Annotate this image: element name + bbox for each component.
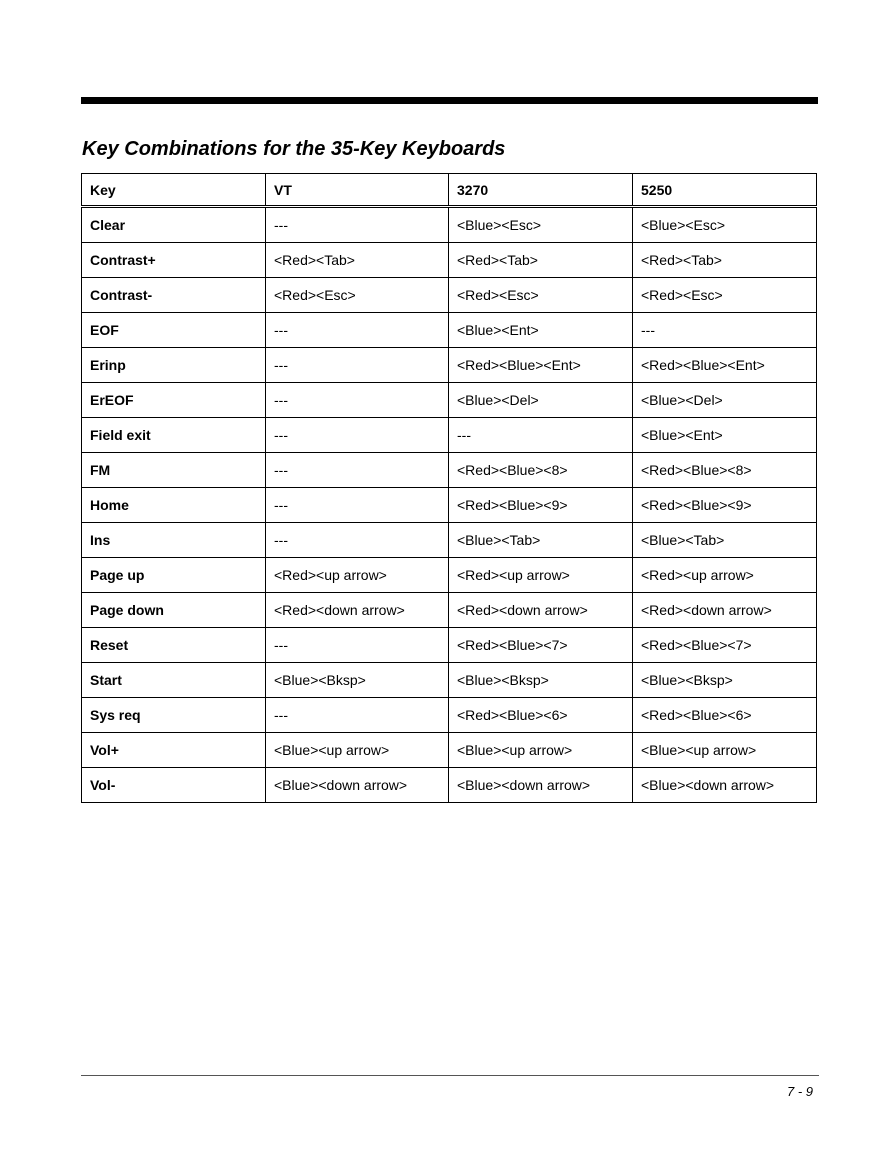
cell-5250: <Red><Tab> — [633, 243, 817, 278]
cell-vt: <Blue><Bksp> — [266, 663, 449, 698]
cell-5250: <Blue><Ent> — [633, 418, 817, 453]
cell-vt: <Blue><down arrow> — [266, 768, 449, 803]
cell-key: Vol+ — [82, 733, 266, 768]
cell-5250: <Red><Blue><9> — [633, 488, 817, 523]
header-vt: VT — [266, 174, 449, 207]
cell-vt: --- — [266, 523, 449, 558]
cell-5250: <Blue><down arrow> — [633, 768, 817, 803]
cell-5250: <Blue><Del> — [633, 383, 817, 418]
cell-vt: --- — [266, 313, 449, 348]
header-3270: 3270 — [449, 174, 633, 207]
cell-5250: <Blue><up arrow> — [633, 733, 817, 768]
cell-5250: <Blue><Esc> — [633, 207, 817, 243]
cell-key: Home — [82, 488, 266, 523]
cell-3270: <Red><down arrow> — [449, 593, 633, 628]
cell-5250: <Red><Blue><Ent> — [633, 348, 817, 383]
table-row — [82, 698, 817, 733]
table-row — [82, 593, 817, 628]
cell-key: Field exit — [82, 418, 266, 453]
cell-3270: <Blue><up arrow> — [449, 733, 633, 768]
section-title: Key Combinations for the 35-Key Keyboards — [82, 138, 506, 160]
table-body — [82, 207, 817, 803]
cell-key: Page up — [82, 558, 266, 593]
table-row — [82, 768, 817, 803]
table-row — [82, 628, 817, 663]
table-row — [82, 733, 817, 768]
cell-5250: <Red><Esc> — [633, 278, 817, 313]
cell-3270: <Red><Blue><6> — [449, 698, 633, 733]
cell-key: Sys req — [82, 698, 266, 733]
table-header — [82, 174, 817, 207]
table-row — [82, 313, 817, 348]
cell-3270: <Red><Blue><9> — [449, 488, 633, 523]
header-5250: 5250 — [633, 174, 817, 207]
header-row — [82, 174, 817, 207]
cell-3270: <Blue><Esc> — [449, 207, 633, 243]
cell-key: Reset — [82, 628, 266, 663]
cell-vt: --- — [266, 348, 449, 383]
footer-rule — [81, 1075, 819, 1076]
cell-3270: <Blue><down arrow> — [449, 768, 633, 803]
cell-3270: <Red><Blue><Ent> — [449, 348, 633, 383]
cell-3270: <Red><Blue><8> — [449, 453, 633, 488]
cell-key: Start — [82, 663, 266, 698]
cell-vt: <Red><Esc> — [266, 278, 449, 313]
cell-3270: --- — [449, 418, 633, 453]
cell-key: Erinp — [82, 348, 266, 383]
table-row — [82, 663, 817, 698]
cell-5250: <Red><up arrow> — [633, 558, 817, 593]
cell-5250: <Red><Blue><6> — [633, 698, 817, 733]
cell-5250: --- — [633, 313, 817, 348]
table-row — [82, 383, 817, 418]
cell-3270: <Blue><Del> — [449, 383, 633, 418]
cell-vt: <Blue><up arrow> — [266, 733, 449, 768]
top-rule — [81, 97, 818, 104]
cell-key: Page down — [82, 593, 266, 628]
table-row — [82, 488, 817, 523]
cell-key: FM — [82, 453, 266, 488]
cell-3270: <Blue><Bksp> — [449, 663, 633, 698]
table-row — [82, 207, 817, 243]
table-row — [82, 348, 817, 383]
cell-5250: <Red><Blue><8> — [633, 453, 817, 488]
cell-vt: --- — [266, 488, 449, 523]
table-row — [82, 453, 817, 488]
cell-key: Clear — [82, 207, 266, 243]
cell-vt: --- — [266, 698, 449, 733]
cell-5250: <Blue><Bksp> — [633, 663, 817, 698]
cell-3270: <Blue><Tab> — [449, 523, 633, 558]
page-number: 7 - 9 — [786, 1084, 813, 1099]
cell-key: ErEOF — [82, 383, 266, 418]
cell-5250: <Red><Blue><7> — [633, 628, 817, 663]
cell-vt: --- — [266, 628, 449, 663]
cell-key: Vol- — [82, 768, 266, 803]
cell-vt: --- — [266, 418, 449, 453]
table-row — [82, 418, 817, 453]
table-row — [82, 558, 817, 593]
cell-key: Ins — [82, 523, 266, 558]
cell-key: EOF — [82, 313, 266, 348]
cell-5250: <Blue><Tab> — [633, 523, 817, 558]
cell-key: Contrast- — [82, 278, 266, 313]
cell-3270: <Red><Tab> — [449, 243, 633, 278]
table-row — [82, 278, 817, 313]
cell-3270: <Red><up arrow> — [449, 558, 633, 593]
cell-vt: --- — [266, 383, 449, 418]
cell-3270: <Red><Blue><7> — [449, 628, 633, 663]
cell-vt: <Red><Tab> — [266, 243, 449, 278]
cell-vt: --- — [266, 207, 449, 243]
cell-5250: <Red><down arrow> — [633, 593, 817, 628]
cell-3270: <Blue><Ent> — [449, 313, 633, 348]
header-key: Key — [82, 174, 266, 207]
cell-vt: <Red><down arrow> — [266, 593, 449, 628]
cell-vt: <Red><up arrow> — [266, 558, 449, 593]
table-row — [82, 243, 817, 278]
cell-3270: <Red><Esc> — [449, 278, 633, 313]
cell-key: Contrast+ — [82, 243, 266, 278]
key-combinations-table — [81, 173, 817, 803]
table-row — [82, 523, 817, 558]
cell-vt: --- — [266, 453, 449, 488]
